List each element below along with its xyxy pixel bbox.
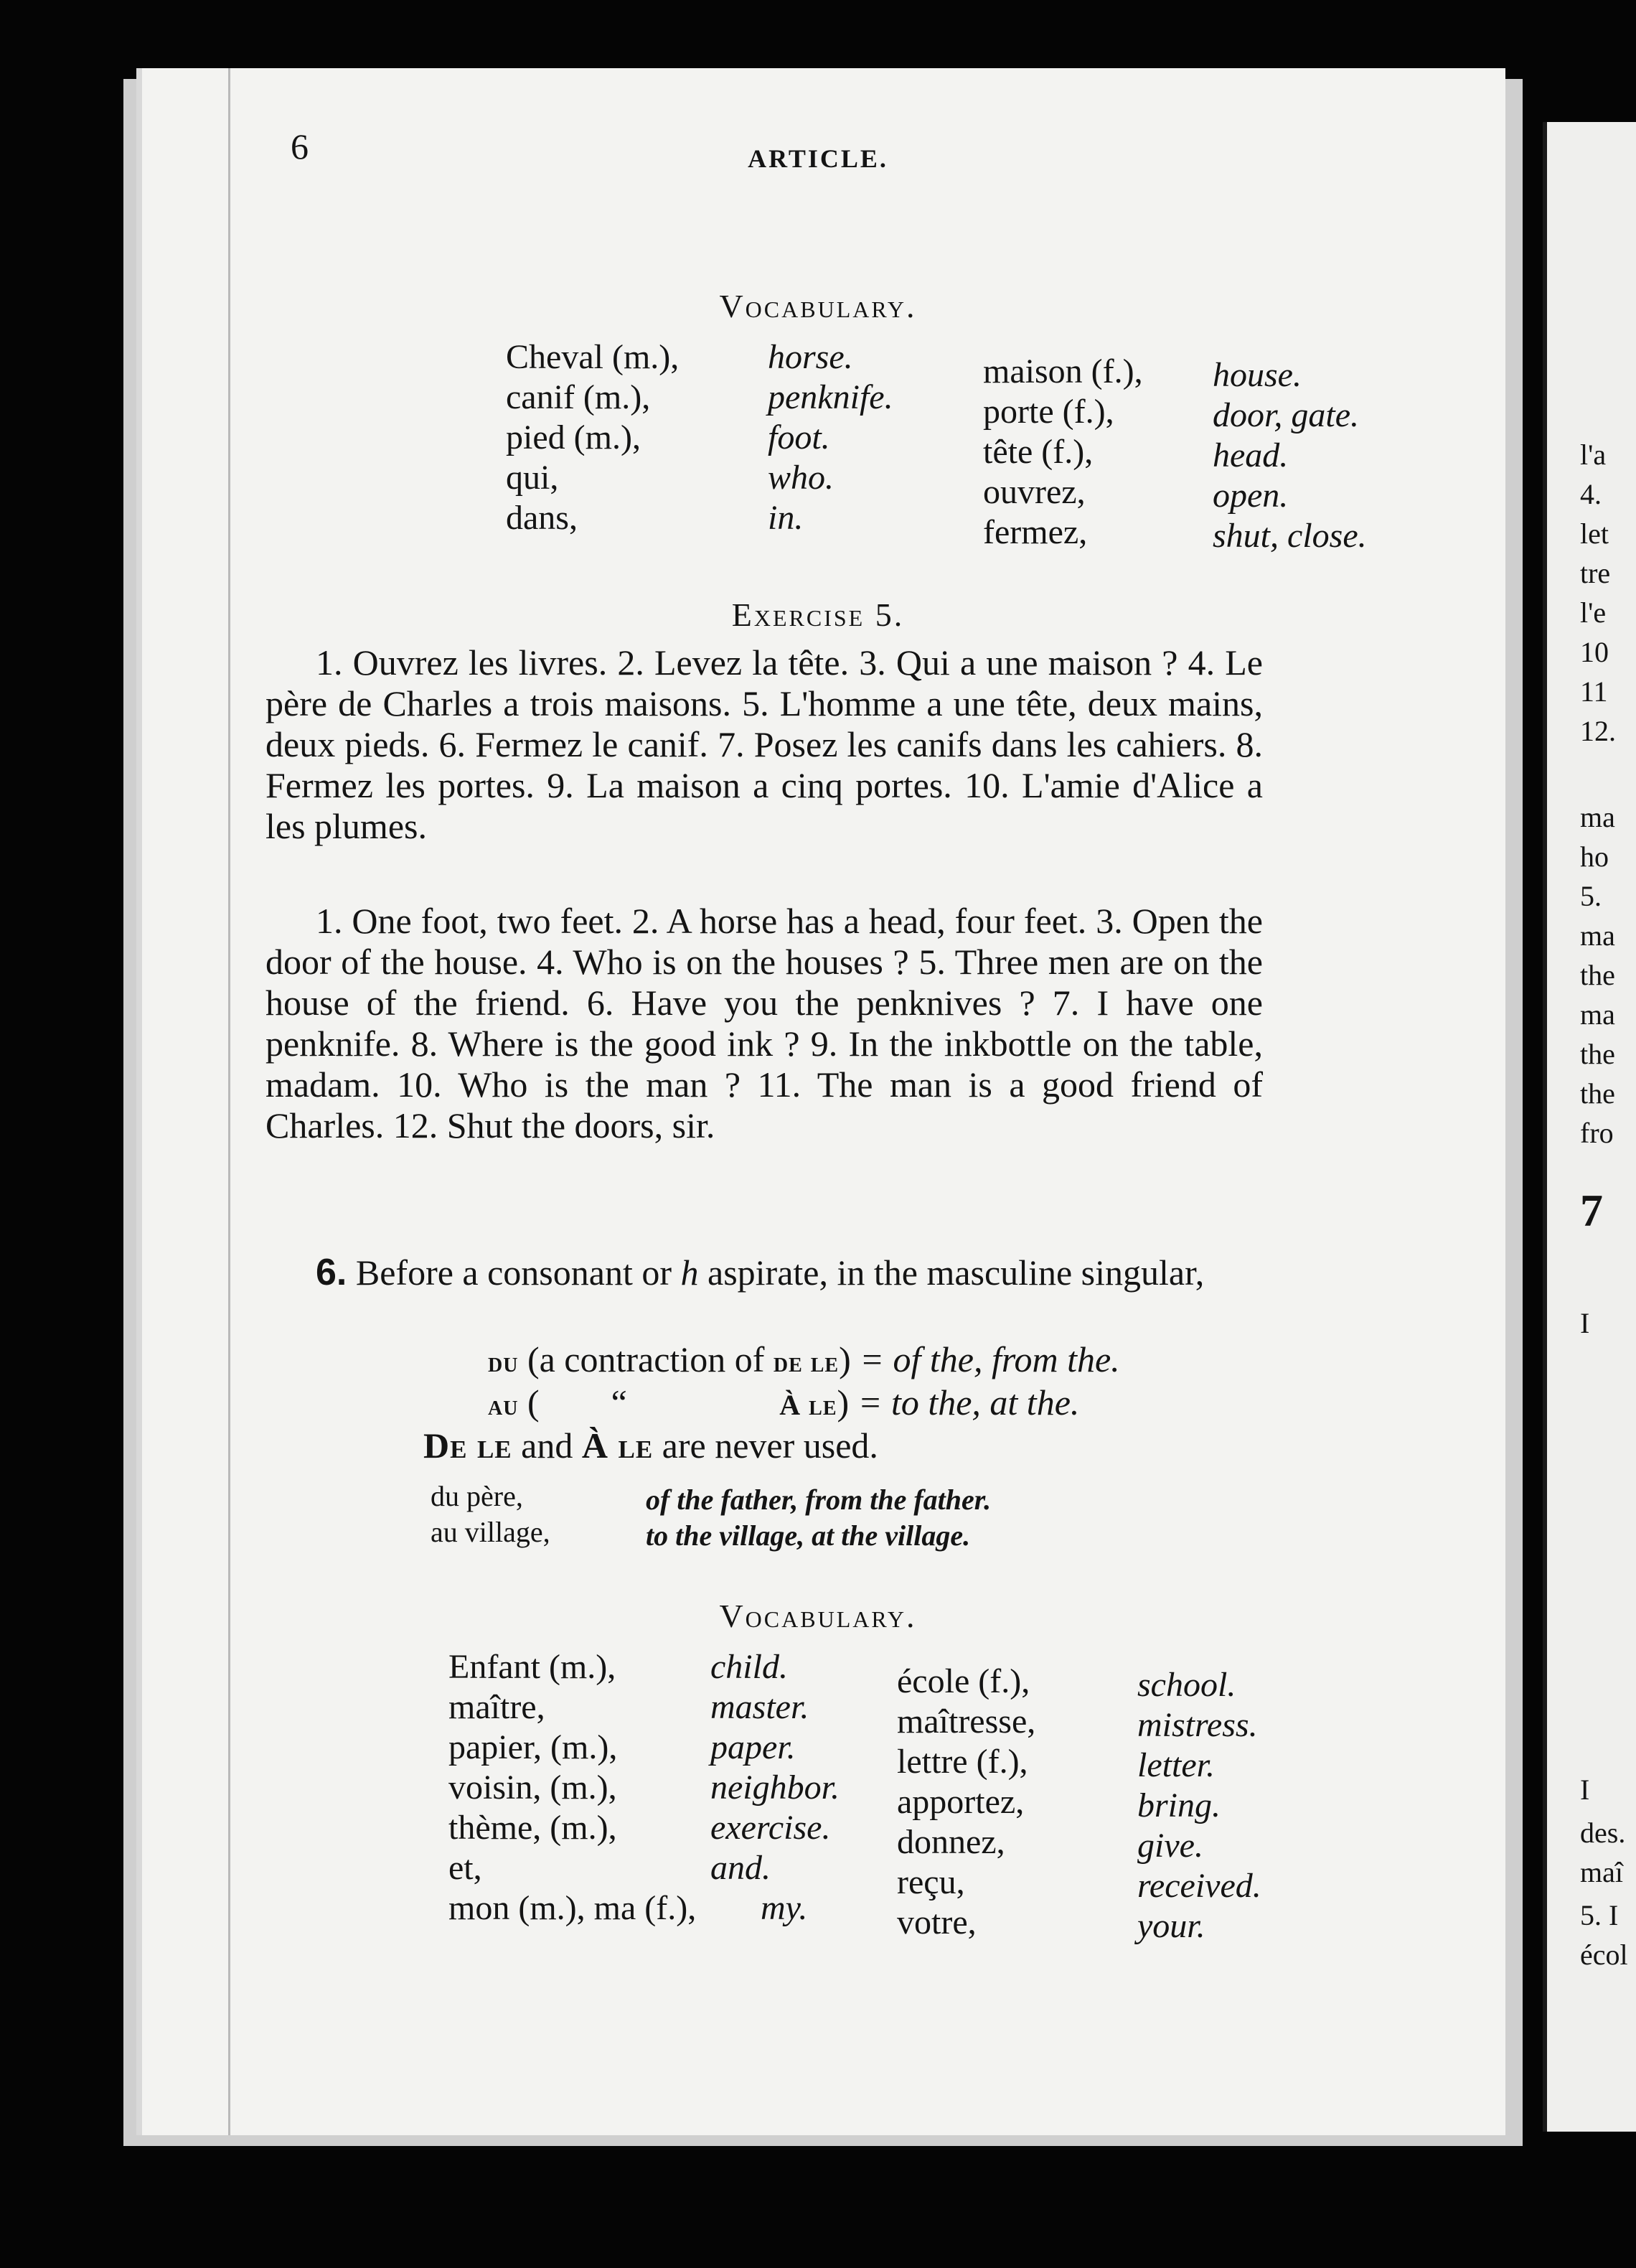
contraction-examples (431, 1479, 1220, 1557)
vocab-term: porte (f.), (983, 393, 1114, 431)
example-french: au village, (431, 1516, 550, 1548)
vocab-gloss: and. (710, 1849, 771, 1887)
contraction-label: du (488, 1346, 519, 1378)
vocab-gloss: door, gate. (1213, 396, 1359, 434)
vocab-fr-column (448, 1647, 696, 1929)
exercise-french-paragraph (265, 642, 1263, 847)
vocab-term: pied (m.), (506, 418, 641, 456)
vocab-gloss: open. (1213, 477, 1289, 515)
never-used-line (423, 1425, 878, 1466)
contraction-text: ) (837, 1382, 850, 1423)
rule-text: À le (581, 1425, 654, 1466)
contraction-text: À le (779, 1389, 837, 1421)
rule-text: Before a consonant or (355, 1252, 681, 1293)
vocab-gloss: child. (710, 1648, 788, 1686)
facing-text: ma (1580, 998, 1615, 1031)
vocab-term: apportez, (897, 1783, 1025, 1821)
facing-text: l'e (1580, 596, 1607, 629)
vocab-term: fermez, (983, 513, 1088, 551)
facing-text: the (1580, 1038, 1615, 1070)
vocab-gloss: exercise. (710, 1809, 831, 1847)
page-number: 6 (291, 126, 309, 167)
vocab-term: thème, (m.), (448, 1809, 617, 1847)
facing-text: I (1580, 1773, 1590, 1806)
vocab-term: donnez, (897, 1823, 1005, 1861)
running-head: ARTICLE. (748, 144, 888, 173)
contraction-meaning: = of the, from the. (860, 1339, 1120, 1379)
contraction-text: ( “ (527, 1382, 627, 1423)
vocab-term: dans, (506, 499, 578, 537)
vocab-fr-column (897, 1662, 1035, 1943)
vocab-term: qui, (506, 459, 559, 497)
vocab-gloss: foot. (768, 418, 830, 456)
facing-text: the (1580, 959, 1615, 991)
vocab-term: ouvrez, (983, 473, 1086, 511)
vocabulary-list (448, 1647, 1381, 1970)
contraction-text: ) (839, 1339, 851, 1379)
contraction-label: au (488, 1389, 519, 1421)
section-6-rule (265, 1252, 1263, 1293)
vocab-term: mon (m.), ma (f.), (448, 1889, 697, 1927)
vocabulary-list (506, 337, 1403, 553)
facing-text: let (1580, 517, 1609, 550)
vocab-term: papier, (m.), (448, 1728, 618, 1766)
au-contraction-line (488, 1382, 1079, 1423)
rule-text: De le (423, 1425, 512, 1466)
vocab-en-column (768, 337, 893, 538)
vocab-fr-column (506, 337, 679, 538)
example-french: du père, (431, 1480, 523, 1512)
exercise-heading: Exercise 5. (731, 596, 905, 633)
facing-text: ho (1580, 840, 1609, 873)
vocab-term: maître, (448, 1688, 545, 1726)
vocab-gloss: paper. (710, 1728, 796, 1766)
vocab-term: canif (m.), (506, 378, 651, 416)
facing-text: 11 (1580, 675, 1608, 708)
vocab-gloss: who. (768, 459, 835, 497)
vocab-gloss: bring. (1137, 1786, 1221, 1824)
facing-text: 7 (1580, 1185, 1603, 1236)
facing-text: 12. (1580, 715, 1616, 747)
section-number: 6. (316, 1252, 347, 1293)
facing-text: écol (1580, 1939, 1628, 1971)
exercise-french-text: 1. Ouvrez les livres. 2. Levez la tête. 3. Qui a une maison ? 4. Le père de Charles a trois maisons. 5. L'homme a une tête, deux mains, deux pieds. 6. Fermez le canif. 7. Posez les canifs dans les cahiers. 8. Fermez les portes. 9. La maison a cinq portes. 10. L'amie d'Alice a les plumes. (265, 642, 1263, 846)
vocab-en-column (1137, 1665, 1261, 1946)
contraction-text: de le (773, 1346, 840, 1378)
exercise-english-paragraph (265, 901, 1263, 1146)
example-english: to the village, at the village. (646, 1519, 971, 1552)
vocab-gloss: penknife. (768, 378, 893, 416)
vocab-term: Cheval (m.), (506, 338, 680, 376)
vocabulary-heading: Vocabulary. (719, 288, 917, 324)
facing-text: ma (1580, 801, 1615, 833)
facing-text: the (1580, 1077, 1615, 1110)
vocab-fr-column (983, 352, 1143, 553)
facing-text: tre (1580, 557, 1611, 589)
vocab-gloss: house. (1213, 356, 1302, 394)
vocab-gloss: neighbor. (710, 1768, 840, 1807)
vocab-gloss: horse. (768, 338, 853, 376)
vocab-term: école (f.), (897, 1662, 1030, 1700)
facing-text: fro (1580, 1117, 1614, 1149)
vocab-term: et, (448, 1849, 482, 1887)
exercise-english-text: 1. One foot, two feet. 2. A horse has a head, four feet. 3. Open the door of the house. 4. Who is on the houses ? 5. Three men are on the house of the friend. 6. Have you the penknives ? 7. I have one penknife. 8. Where is the good ink ? 9. In the inkbottle on the table, madam. 10. Who is the man ? 11. The man is a good friend of Charles. 12. Shut the doors, sir. (265, 901, 1263, 1145)
rule-text: are never used. (653, 1425, 878, 1466)
facing-text: 5. (1580, 880, 1602, 912)
vocabulary-heading: Vocabulary. (719, 1598, 917, 1634)
vocab-en-column (1213, 355, 1367, 556)
vocab-gloss: your. (1137, 1907, 1205, 1945)
contraction-meaning: = to the, at the. (857, 1382, 1080, 1423)
facing-text: maî (1580, 1856, 1623, 1888)
vocab-term: maison (f.), (983, 352, 1143, 390)
vocab-term: voisin, (m.), (448, 1768, 617, 1807)
rule-text: and (512, 1425, 582, 1466)
vocab-term: maîtresse, (897, 1702, 1036, 1740)
facing-text: 4. (1580, 478, 1602, 510)
example-english: of the father, from the father. (646, 1484, 992, 1516)
vocab-gloss: school. (1137, 1666, 1236, 1704)
vocab-term: reçu, (897, 1863, 965, 1901)
vocab-gloss: give. (1137, 1827, 1203, 1865)
vocab-gloss: letter. (1137, 1746, 1215, 1784)
vocab-gloss: mistress. (1137, 1706, 1258, 1744)
vocab-en-column (710, 1647, 840, 1929)
facing-text: ma (1580, 919, 1615, 952)
facing-text: des. (1580, 1817, 1626, 1849)
du-contraction-line (488, 1339, 1120, 1380)
vocab-gloss: my. (761, 1889, 808, 1927)
facing-text: 10 (1580, 636, 1609, 668)
facing-text: 5. I (1580, 1899, 1619, 1931)
contraction-text: (a contraction of (527, 1339, 774, 1379)
vocab-gloss: received. (1137, 1867, 1261, 1905)
vocab-gloss: head. (1213, 436, 1289, 474)
rule-text: aspirate, in the masculine singular, (698, 1252, 1205, 1293)
vocab-gloss: in. (768, 499, 804, 537)
vocab-term: Enfant (m.), (448, 1648, 616, 1686)
vocab-term: tête (f.), (983, 433, 1094, 471)
vocab-term: votre, (897, 1903, 977, 1941)
rule-text: h (680, 1252, 699, 1293)
facing-text: l'a (1580, 439, 1607, 471)
vocab-gloss: master. (710, 1688, 809, 1726)
vocab-term: lettre (f.), (897, 1743, 1028, 1781)
vocab-gloss: shut, close. (1213, 517, 1367, 555)
facing-text: I (1580, 1307, 1590, 1339)
